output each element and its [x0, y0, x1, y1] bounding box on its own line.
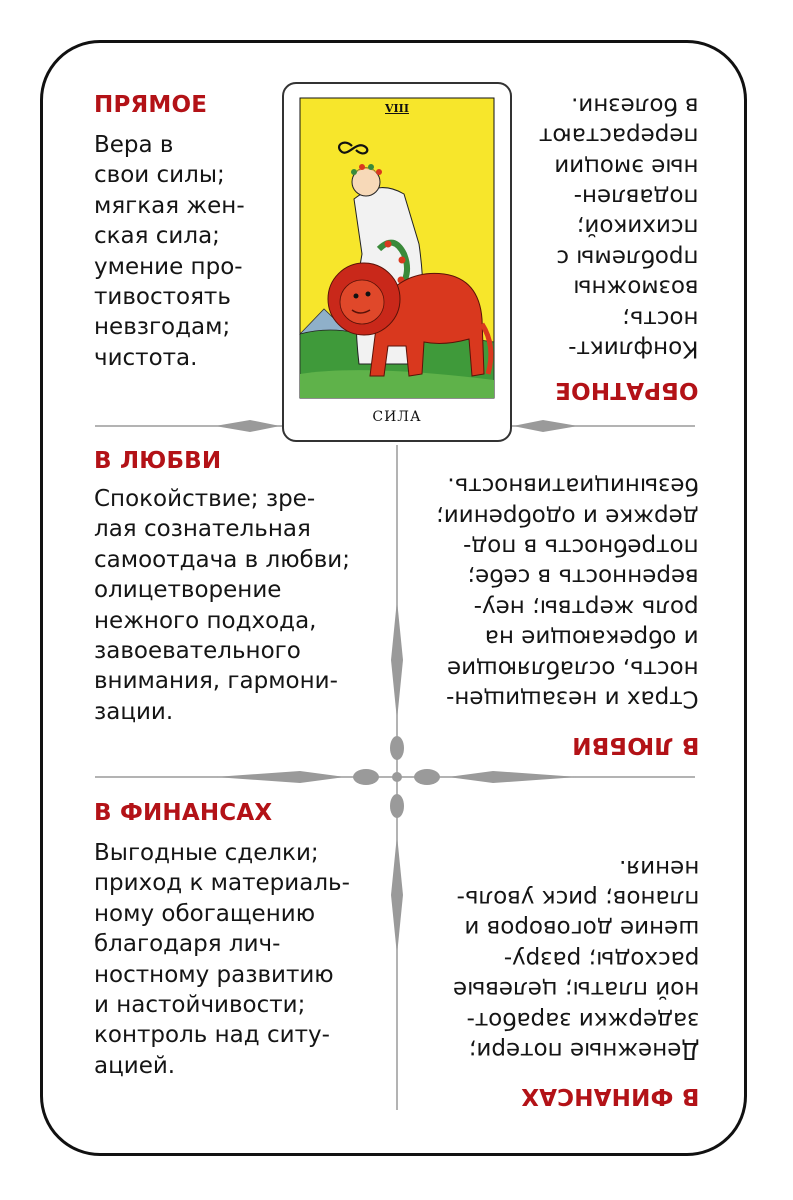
reversed-love-text: Страх и незащищен- ность, ослабляющие и обрекающие на роль жертвы; неу- веренность в себе; потребность в под- держке и одобрении; безынициативность. — [436, 472, 699, 712]
strength-tarot-card — [282, 82, 512, 442]
tarot-name: СИЛА — [372, 409, 422, 425]
upright-text: Вера в свои силы; мягкая жен- ская сила; умение про- тивостоять невзгодам; чистота. — [94, 132, 245, 371]
reversed-love-heading: В ЛЮБВИ — [571, 732, 699, 758]
tarot-numeral: VIII — [385, 102, 409, 115]
upright-love-text: Спокойствие; зре- лая сознательная самоотдача в любви; олицетворение нежного подхода, завоевательного внимания, гармони- зации. — [94, 486, 350, 725]
upright-heading: ПРЯМОЕ — [94, 92, 208, 118]
upright-finance-heading: В ФИНАНСАХ — [94, 800, 273, 826]
reversed-heading: ОБРАТНОЕ — [555, 377, 699, 403]
reversed-finance-heading: В ФИНАНСАХ — [520, 1083, 699, 1109]
tarot-illustration — [284, 84, 510, 440]
upright-finance-text: Выгодные сделки; приход к материаль- ному обогащению благодаря лич- ностному развитию и настойчивости; контроль над ситу- ацией. — [94, 840, 350, 1079]
reversed-text: Конфликт- ность; возможны проблемы с психикой; подавлен- ные эмоции перерастают в болезни. — [539, 92, 699, 362]
upright-love-heading: В ЛЮБВИ — [94, 448, 222, 474]
reversed-finance-text: Денежные потери; задержки заработ- ной платы; целевые расходы; разру- шение договоров и планов; риск уволь- нения. — [452, 854, 699, 1063]
